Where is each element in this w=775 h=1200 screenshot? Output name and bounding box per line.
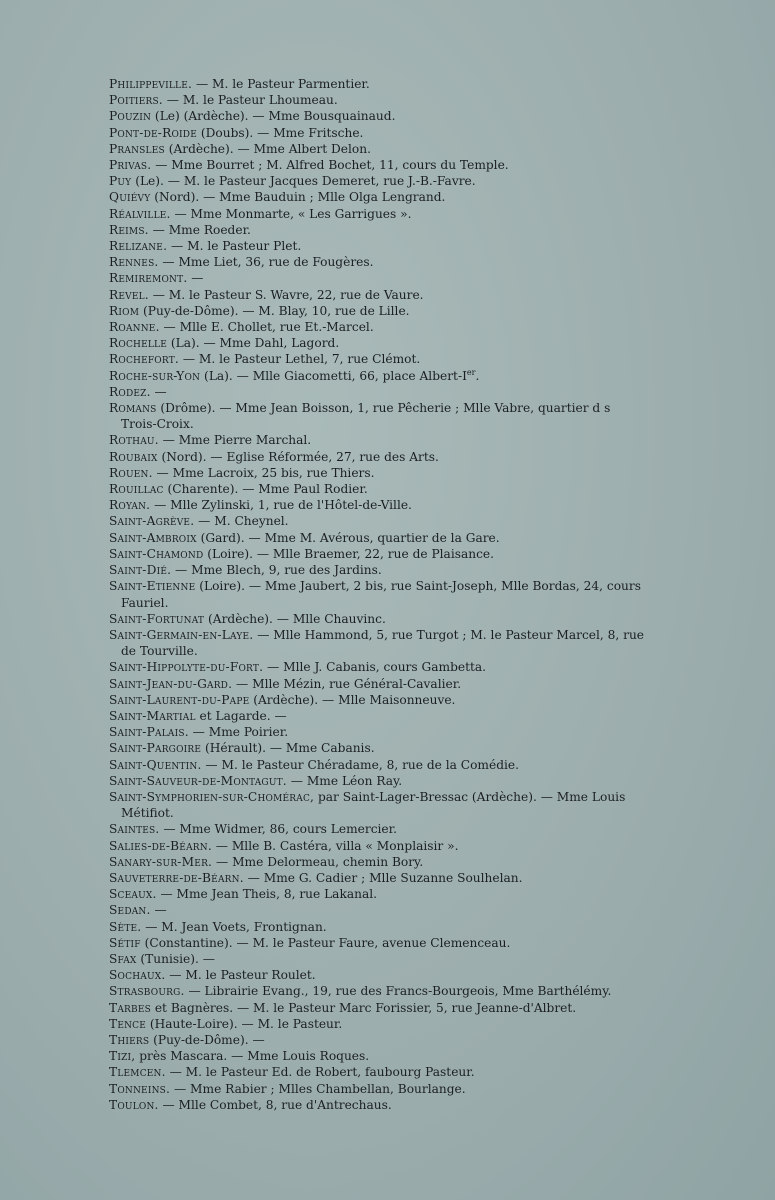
contact-details: (Ardèche). — Mlle Chauvinc. (204, 611, 386, 626)
directory-entry (109, 627, 649, 659)
directory-entry (109, 659, 649, 675)
directory-entry (109, 513, 649, 529)
town-name: Saint-Dié. (109, 563, 172, 578)
town-name: Réalville. (109, 206, 171, 221)
town-name: Tarbes (109, 1000, 151, 1015)
contact-details: — Mlle Mézin, rue Général-Cavalier. (232, 676, 462, 691)
directory-entry (109, 854, 649, 870)
town-name: Rochelle (109, 336, 167, 351)
directory-list (109, 76, 649, 1113)
town-name: Saint-Agrève. (109, 514, 195, 529)
contact-details: — Mme Rabier ; Mlles Chambellan, Bourlange. (170, 1081, 466, 1096)
town-name: Royan. (109, 498, 151, 513)
directory-entry (109, 1048, 649, 1064)
contact-details: — Mme G. Cadier ; Mlle Suzanne Soulhelan. (243, 870, 523, 885)
town-name: Roubaix (109, 449, 158, 464)
town-name: Saint-Chamond (109, 546, 204, 561)
town-name: Roanne. (109, 320, 160, 335)
town-name: Thiers (109, 1032, 150, 1047)
town-name: Saint-Germain-en-Laye. (109, 627, 254, 642)
town-name: Tence (109, 1016, 147, 1031)
town-name: Rouen. (109, 465, 153, 480)
town-name: Tizi, (109, 1049, 136, 1064)
directory-entry (109, 983, 649, 999)
contact-details: — (187, 271, 204, 286)
directory-entry (109, 238, 649, 254)
contact-details: — M. le Pasteur Roulet. (165, 968, 316, 983)
directory-entry (109, 821, 649, 837)
contact-details: près Mascara. — Mme Louis Roques. (135, 1049, 370, 1064)
directory-entry (109, 303, 649, 319)
town-name: Tonneins. (109, 1081, 171, 1096)
directory-entry (109, 465, 649, 481)
town-name: Revel. (109, 287, 149, 302)
directory-entry (109, 562, 649, 578)
directory-entry (109, 270, 649, 286)
directory-entry (109, 1097, 649, 1113)
town-name: Rennes. (109, 255, 159, 270)
directory-entry (109, 287, 649, 303)
contact-details: — Mme Widmer, 86, cours Lemercier. (159, 822, 397, 837)
town-name: Poitiers. (109, 93, 163, 108)
directory-entry (109, 611, 649, 627)
directory-entry (109, 368, 649, 384)
town-name: Saint-Etienne (109, 579, 196, 594)
town-name: Saint-Pargoire (109, 741, 202, 756)
town-name: Toulon. (109, 1097, 159, 1112)
directory-entry (109, 740, 649, 756)
contact-details: — Mlle Zylinski, 1, rue de l'Hôtel-de-Ville. (150, 498, 412, 513)
entry-tail: . (475, 368, 480, 383)
town-name: Philippeville. (109, 77, 193, 91)
contact-details: — M. le Pasteur Ed. de Robert, faubourg Pasteur. (165, 1065, 475, 1080)
contact-details: (Hérault). — Mme Cabanis. (201, 741, 375, 756)
contact-details: (Le). — M. le Pasteur Jacques Demeret, rue J.-B.-Favre. (131, 174, 476, 189)
town-name: Relizane. (109, 239, 168, 254)
town-name: Sfax (109, 951, 137, 966)
town-name: Salies-de-Béarn. (109, 838, 212, 853)
town-name: Sochaux. (109, 968, 166, 983)
directory-entry (109, 76, 649, 92)
directory-entry (109, 724, 649, 740)
directory-entry (109, 400, 649, 432)
contact-details: — Mme Monmarte, « Les Garrigues ». (170, 206, 412, 221)
contact-details: — M. le Pasteur Lhoumeau. (162, 93, 338, 108)
contact-details: — M. le Pasteur Parmentier. (192, 77, 370, 91)
contact-details: — (150, 903, 167, 918)
directory-entry (109, 189, 649, 205)
directory-entry (109, 497, 649, 513)
town-name: Saint-Ambroix (109, 530, 197, 545)
directory-entry (109, 708, 649, 724)
town-name: Saint-Symphorien-sur-Chomérac, (109, 789, 315, 804)
contact-details: (La). — Mme Dahl, Lagord. (166, 336, 340, 351)
directory-entry (109, 838, 649, 854)
directory-entry (109, 870, 649, 886)
contact-details: — Mme Pierre Marchal. (158, 433, 312, 448)
directory-entry (109, 206, 649, 222)
contact-details: (Charente). — Mme Paul Rodier. (163, 482, 368, 497)
town-name: Saint-Palais. (109, 725, 189, 740)
contact-details: (Puy-de-Dôme). — (149, 1032, 265, 1047)
contact-details: — Mme Roeder. (148, 222, 251, 237)
directory-entry (109, 773, 649, 789)
directory-entry (109, 222, 649, 238)
directory-entry (109, 1016, 649, 1032)
contact-details: (Le) (Ardèche). — Mme Bousquainaud. (151, 109, 396, 124)
town-name: Sedan. (109, 903, 151, 918)
town-name: Saint-Sauveur-de-Montagut. (109, 773, 287, 788)
contact-details: — M. le Pasteur S. Wavre, 22, rue de Vaure. (148, 287, 424, 302)
contact-details: — Mme Poirier. (188, 725, 289, 740)
town-name: Saint-Hippolyte-du-Fort. (109, 660, 264, 675)
town-name: Saint-Martial (109, 708, 196, 723)
town-name: Quiévy (109, 190, 151, 205)
directory-entry (109, 449, 649, 465)
contact-details: (Puy-de-Dôme). — M. Blay, 10, rue de Lille. (139, 303, 410, 318)
town-name: Strasbourg. (109, 984, 185, 999)
directory-entry (109, 319, 649, 335)
contact-details: — Mme Bourret ; M. Alfred Bochet, 11, cours du Temple. (151, 158, 509, 173)
contact-details: — Mlle Combet, 8, rue d'Antrechaus. (158, 1097, 392, 1112)
contact-details: (Nord). — Mme Bauduin ; Mlle Olga Lengrand. (150, 190, 446, 205)
directory-entry (109, 125, 649, 141)
town-name: Sanary-sur-Mer. (109, 854, 213, 869)
directory-entry (109, 432, 649, 448)
superscript: er (466, 367, 476, 377)
town-name: Saint-Quentin. (109, 757, 202, 772)
town-name: Saint-Jean-du-Gard. (109, 676, 233, 691)
contact-details: (Nord). — Eglise Réformée, 27, rue des Arts. (157, 449, 439, 464)
directory-entry (109, 157, 649, 173)
directory-entry (109, 578, 649, 610)
town-name: Pransles (109, 141, 165, 156)
directory-entry (109, 692, 649, 708)
directory-entry (109, 92, 649, 108)
directory-entry (109, 676, 649, 692)
contact-details: et Bagnères. — M. le Pasteur Marc Forissier, 5, rue Jeanne-d'Albret. (150, 1000, 577, 1015)
contact-details: — Mme Liet, 36, rue de Fougères. (158, 255, 374, 270)
contact-details: (Drôme). — Mme Jean Boisson, 1, rue Pêcherie ; Mlle Vabre, quartier d s Trois-Croix. (121, 401, 611, 432)
directory-entry (109, 141, 649, 157)
town-name: Saint-Fortunat (109, 611, 205, 626)
directory-entry (109, 919, 649, 935)
town-name: Sauveterre-de-Béarn. (109, 870, 244, 885)
contact-details: par Saint-Lager-Bressac (Ardèche). — Mme Louis Métifiot. (121, 789, 626, 821)
contact-details: (Haute-Loire). — M. le Pasteur. (146, 1016, 343, 1031)
contact-details: — Librairie Evang., 19, rue des Francs-Bourgeois, Mme Barthélémy. (184, 984, 612, 999)
contact-details: (Ardèche). — Mme Albert Delon. (164, 141, 371, 156)
contact-details: (Ardèche). — Mlle Maisonneuve. (249, 692, 456, 707)
town-name: Rochefort. (109, 352, 179, 367)
contact-details: — M. Jean Voets, Frontignan. (141, 919, 327, 934)
contact-details: — Mme Jean Theis, 8, rue Lakanal. (156, 887, 377, 902)
contact-details: — M. le Pasteur Lethel, 7, rue Clémot. (178, 352, 421, 367)
contact-details: — M. le Pasteur Plet. (167, 239, 302, 254)
contact-details: (Tunisie). — (136, 951, 215, 966)
directory-entry (109, 351, 649, 367)
directory-entry (109, 1064, 649, 1080)
town-name: Rodez. (109, 384, 151, 399)
contact-details: — Mme Blech, 9, rue des Jardins. (171, 563, 382, 578)
directory-entry (109, 173, 649, 189)
directory-entry (109, 546, 649, 562)
town-name: Rouillac (109, 482, 164, 497)
town-name: Saintes. (109, 822, 160, 837)
directory-entry (109, 481, 649, 497)
contact-details: (La). — Mlle Giacometti, 66, place Albert-I (200, 368, 467, 383)
directory-entry (109, 1032, 649, 1048)
town-name: Rothau. (109, 433, 159, 448)
contact-details: — Mlle J. Cabanis, cours Gambetta. (263, 660, 487, 675)
contact-details: (Constantine). — M. le Pasteur Faure, avenue Clemenceau. (140, 935, 511, 950)
directory-entry (109, 951, 649, 967)
contact-details: (Doubs). — Mme Fritsche. (196, 125, 364, 140)
directory-entry (109, 384, 649, 400)
contact-details: et Lagarde. — (195, 708, 287, 723)
contact-details: — (150, 384, 167, 399)
town-name: Saint-Laurent-du-Pape (109, 692, 250, 707)
town-name: Sceaux. (109, 887, 157, 902)
directory-entry (109, 108, 649, 124)
contact-details: — Mme Léon Ray. (286, 773, 403, 788)
town-name: Riom (109, 303, 140, 318)
directory-entry (109, 335, 649, 351)
town-name: Sète. (109, 919, 142, 934)
directory-entry (109, 967, 649, 983)
contact-details: — M. le Pasteur Chéradame, 8, rue de la Comédie. (201, 757, 519, 772)
directory-entry (109, 757, 649, 773)
directory-entry (109, 886, 649, 902)
contact-details: — Mlle Hammond, 5, rue Turgot ; M. le Pasteur Marcel, 8, rue de Tourville. (121, 627, 645, 659)
contact-details: — Mme Lacroix, 25 bis, rue Thiers. (152, 465, 375, 480)
town-name: Romans (109, 401, 157, 416)
town-name: Roche-sur-Yon (109, 368, 201, 383)
town-name: Reims. (109, 222, 149, 237)
town-name: Tlemcen. (109, 1065, 166, 1080)
contact-details: (Loire). — Mlle Braemer, 22, rue de Plaisance. (203, 546, 494, 561)
directory-entry (109, 254, 649, 270)
contact-details: — Mme Delormeau, chemin Bory. (212, 854, 424, 869)
contact-details: (Loire). — Mme Jaubert, 2 bis, rue Saint-Joseph, Mlle Bordas, 24, cours Fauriel. (121, 579, 641, 610)
directory-entry (109, 1081, 649, 1097)
town-name: Remiremont. (109, 271, 188, 286)
town-name: Privas. (109, 158, 152, 173)
town-name: Pouzin (109, 109, 152, 124)
town-name: Puy (109, 174, 132, 189)
directory-entry (109, 902, 649, 918)
town-name: Sétif (109, 935, 141, 950)
directory-entry (109, 1000, 649, 1016)
contact-details: (Gard). — Mme M. Avérous, quartier de la Gare. (196, 530, 500, 545)
directory-entry (109, 935, 649, 951)
directory-entry (109, 530, 649, 546)
contact-details: — M. Cheynel. (194, 514, 289, 529)
contact-details: — Mlle B. Castéra, villa « Monplaisir ». (211, 838, 459, 853)
town-name: Pont-de-Roide (109, 125, 197, 140)
directory-entry (109, 789, 649, 821)
contact-details: — Mlle E. Chollet, rue Et.-Marcel. (159, 320, 374, 335)
